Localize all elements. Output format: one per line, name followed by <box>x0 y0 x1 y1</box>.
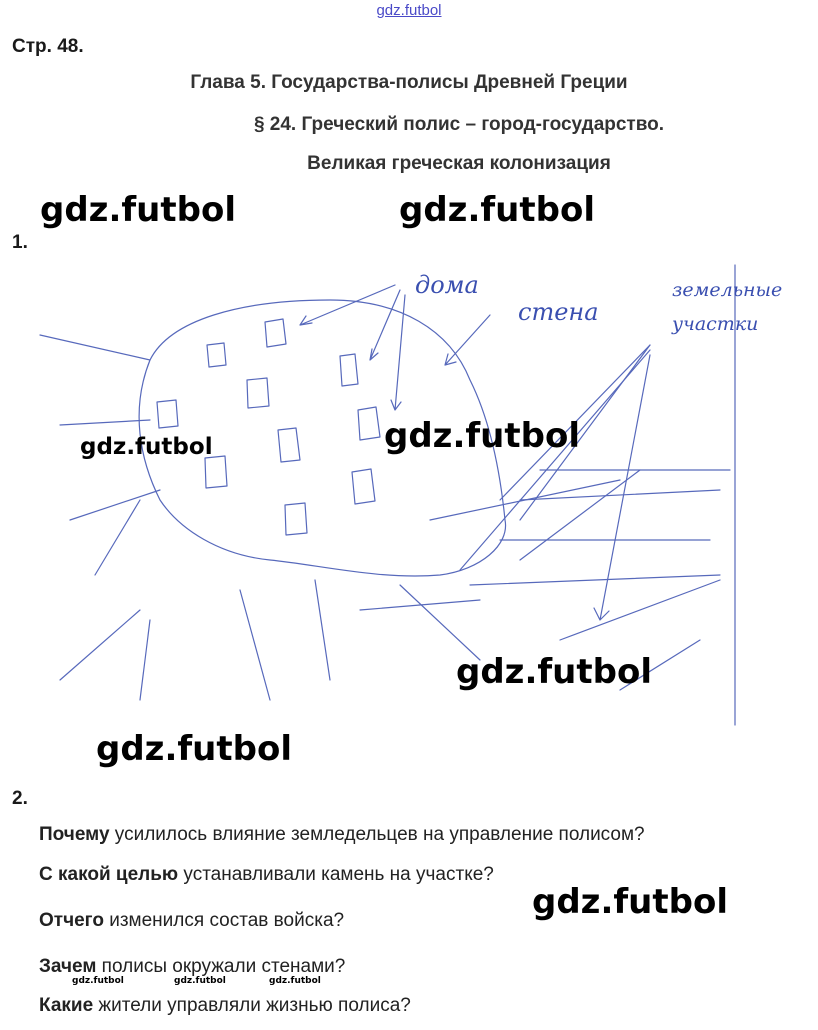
question-1: Почему усилилось влияние земледельцев на управление полисом? <box>39 824 645 845</box>
arrow-houses <box>370 290 400 360</box>
label-plots-line1: земельные <box>672 279 783 301</box>
house-shape <box>285 503 307 535</box>
question-4: Зачем полисы окружали стенами? <box>39 956 346 977</box>
label-houses: дома <box>415 271 479 299</box>
question-5: Какие жители управляли жизнью полиса? <box>39 995 411 1016</box>
house-shape <box>265 319 286 347</box>
question-2: С какой целью устанавливали камень на участке? <box>39 864 494 885</box>
watermark: gdz.futbol <box>80 434 213 460</box>
task-1-number: 1. <box>12 232 28 253</box>
watermark: gdz.futbol <box>456 652 652 692</box>
label-plots-line2: участки <box>672 313 759 335</box>
arrow-houses <box>300 285 395 325</box>
section-subtitle: Великая греческая колонизация <box>307 153 611 174</box>
house-shape <box>358 407 380 440</box>
label-wall: стена <box>518 298 599 326</box>
section-title: § 24. Греческий полис – город-государство. <box>253 114 665 135</box>
house-shape <box>205 456 227 488</box>
question-3: Отчего изменился состав войска? <box>39 910 345 931</box>
house-shape <box>157 400 178 428</box>
watermark: gdz.futbol <box>40 190 236 230</box>
watermark: gdz.futbol <box>72 976 124 986</box>
house-shape <box>352 469 375 504</box>
house-shape <box>207 343 226 367</box>
chapter-title: Глава 5. Государства-полисы Древней Греции <box>190 72 628 93</box>
top-watermark[interactable]: gdz.futbol <box>376 2 442 19</box>
house-shape <box>247 378 269 408</box>
watermark: gdz.futbol <box>174 976 226 986</box>
watermark: gdz.futbol <box>384 416 580 456</box>
watermark: gdz.futbol <box>532 882 728 922</box>
arrow-houses <box>391 295 405 410</box>
arrow-wall <box>445 315 490 365</box>
page-number: Стр. 48. <box>12 36 84 57</box>
house-shape <box>278 428 300 462</box>
watermark: gdz.futbol <box>269 976 321 986</box>
watermark: gdz.futbol <box>96 729 292 769</box>
watermark: gdz.futbol <box>399 190 595 230</box>
task-2-number: 2. <box>12 788 28 809</box>
house-shape <box>340 354 358 386</box>
